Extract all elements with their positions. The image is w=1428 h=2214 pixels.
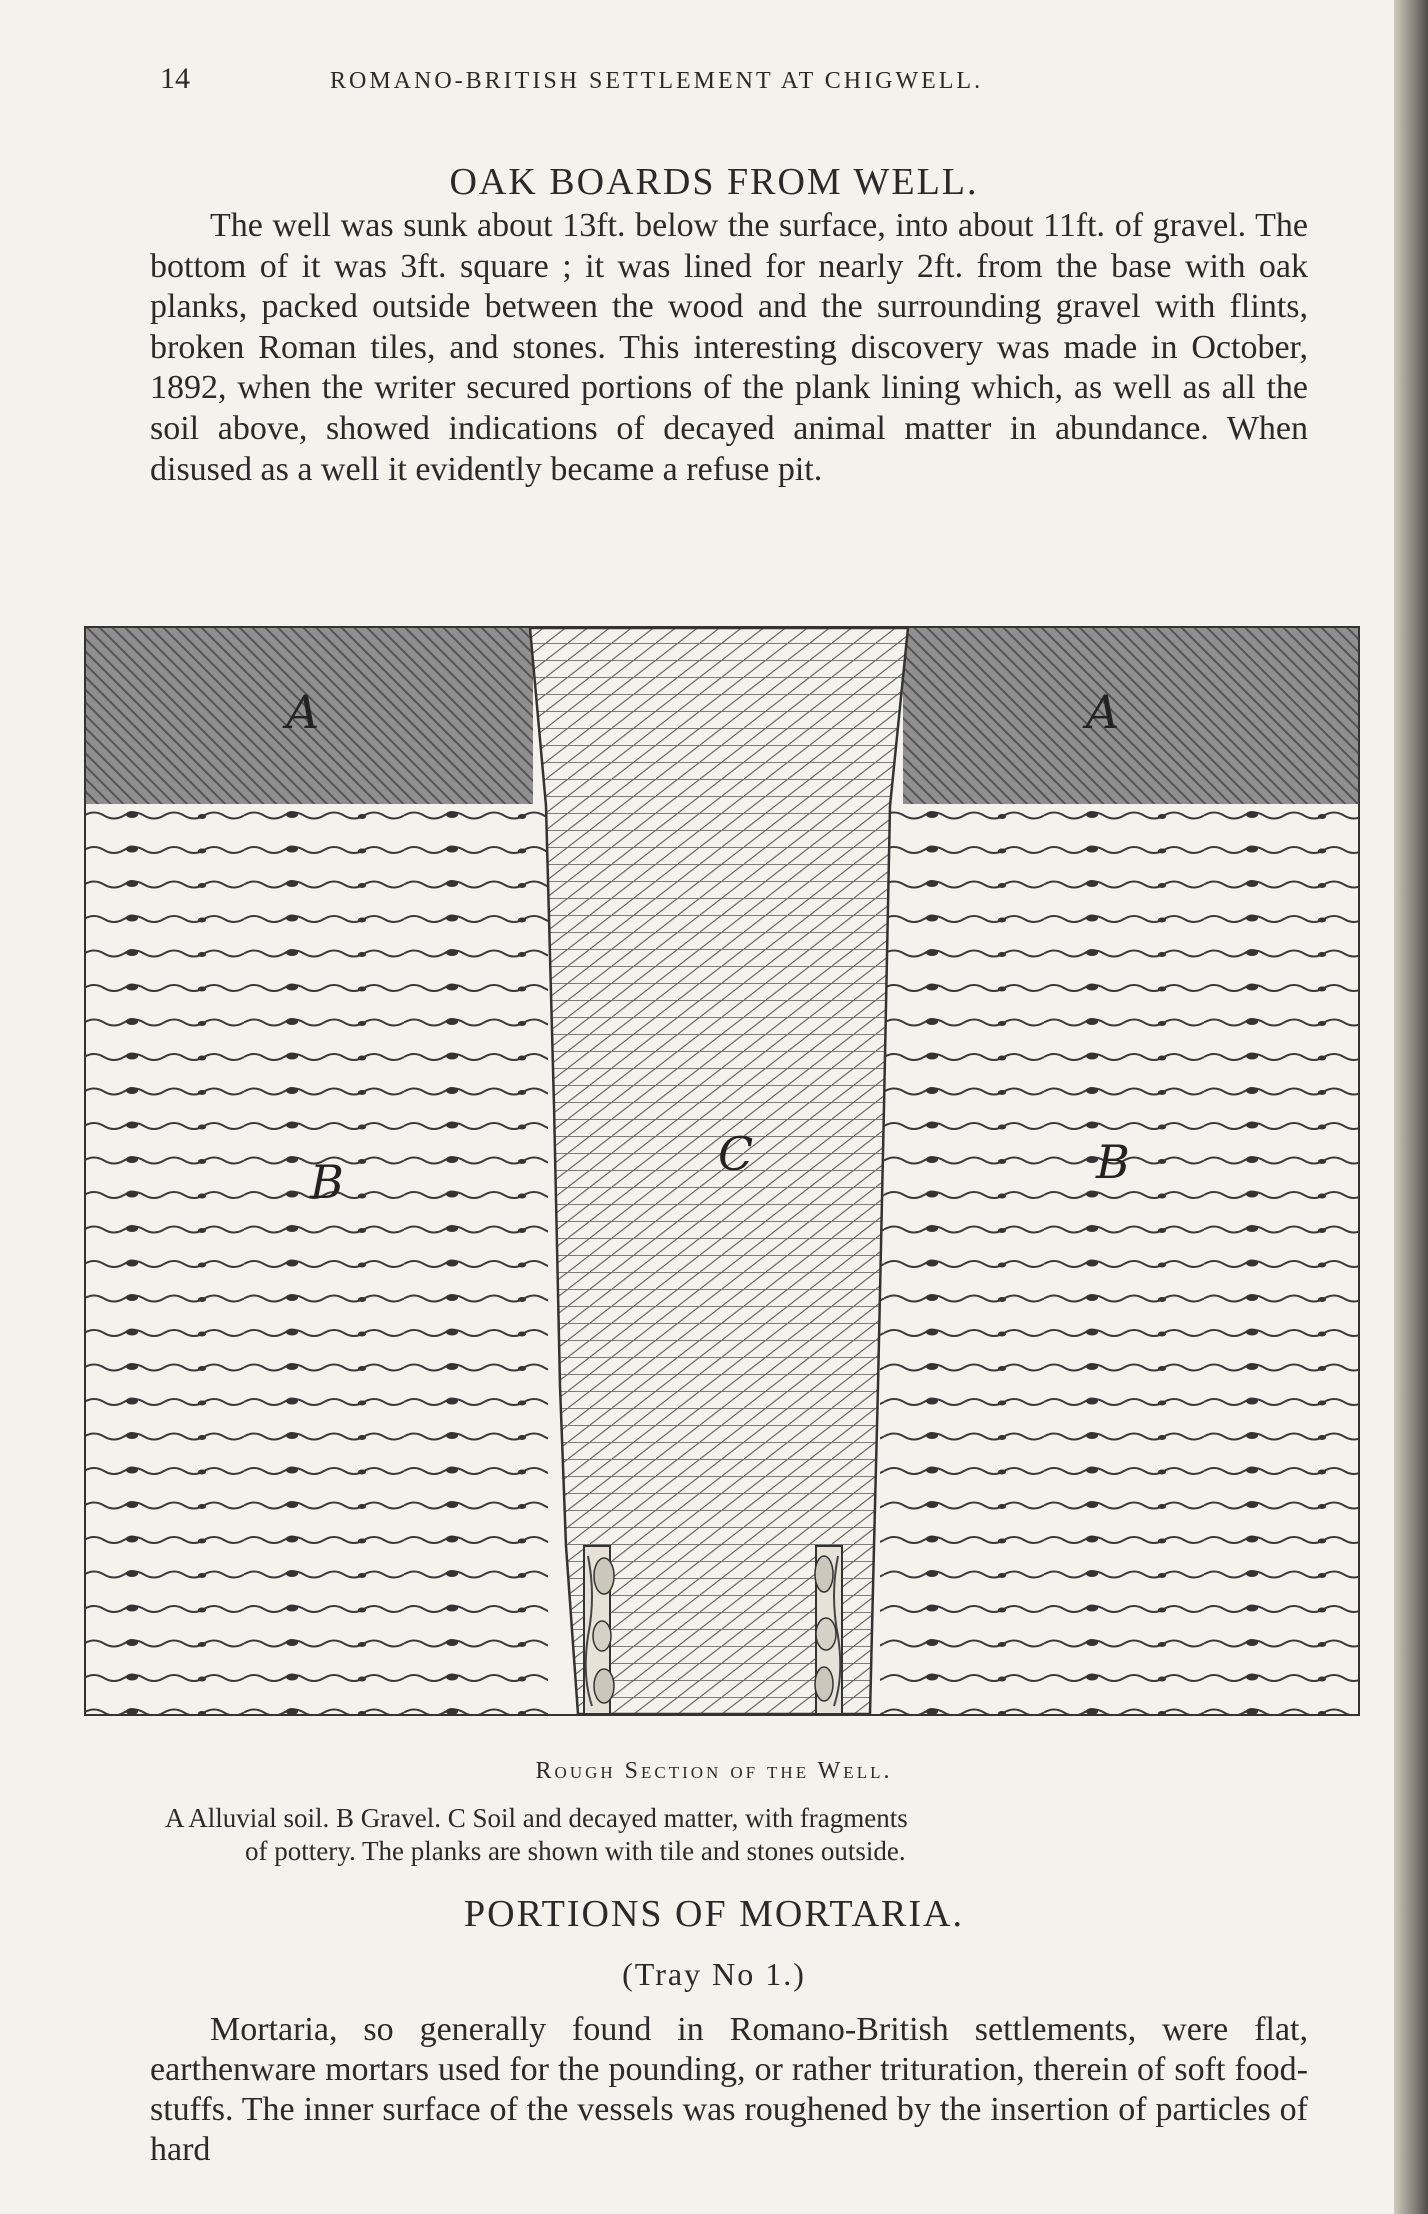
alluvial-soil-right [903, 628, 1358, 804]
tray-subheading: (Tray No 1.) [622, 1956, 806, 1992]
caption-line-2: of pottery. The planks are shown with tile and stones outside. [245, 1836, 906, 1866]
label-a-right: A [1086, 685, 1120, 739]
running-head [160, 62, 1330, 106]
label-c: C [718, 1127, 754, 1181]
section-heading-oak-boards: OAK BOARDS FROM WELL. [449, 161, 979, 203]
plank-lining-left [584, 1546, 614, 1714]
gravel-right [880, 804, 1358, 1714]
well-section-drawing [84, 626, 1360, 1716]
figure-caption-title: Rough Section of the Well. [535, 1758, 893, 1784]
figure-caption-body [165, 1802, 1275, 1868]
gravel-left [86, 804, 548, 1714]
well-section-figure [84, 626, 1360, 1716]
caption-line-1: A Alluvial soil. B Gravel. C Soil and decayed matter, with fragments [165, 1803, 908, 1833]
label-b-right: B [1096, 1135, 1130, 1189]
paragraph-well-description: The well was sunk about 13ft. below the surface, into about 11ft. of gravel. The bottom of it was 3ft. square ; it was lined for nearly 2ft. from the base with oak planks, packed outside between the wood and the surrounding gravel with flints, broken Roman tiles, and stones. This interesting discovery was made in October, 1892, when the writer secured portions of the plank lining which, as well as all the soil above, showed indications of decayed animal matter in abundance. When disused as a well it evidently became a refuse pit. [150, 207, 1308, 488]
running-title: ROMANO-BRITISH SETTLEMENT AT CHIGWELL. [330, 68, 984, 94]
book-binding-shadow [1394, 0, 1428, 2214]
page-number: 14 [160, 62, 190, 95]
plank-lining-right [815, 1546, 842, 1714]
paragraph-mortaria: Mortaria, so generally found in Romano-British settlements, were flat, earthenware mortars used for the pounding, or rather trituration, therein of soft food-stuffs. The inner surface of the vessels was roughened by the insertion of particles of hard [150, 2011, 1308, 2168]
label-a-left: A [286, 685, 320, 739]
label-b-left: B [310, 1155, 344, 1209]
section-heading-mortaria: PORTIONS OF MORTARIA. [464, 1893, 964, 1935]
